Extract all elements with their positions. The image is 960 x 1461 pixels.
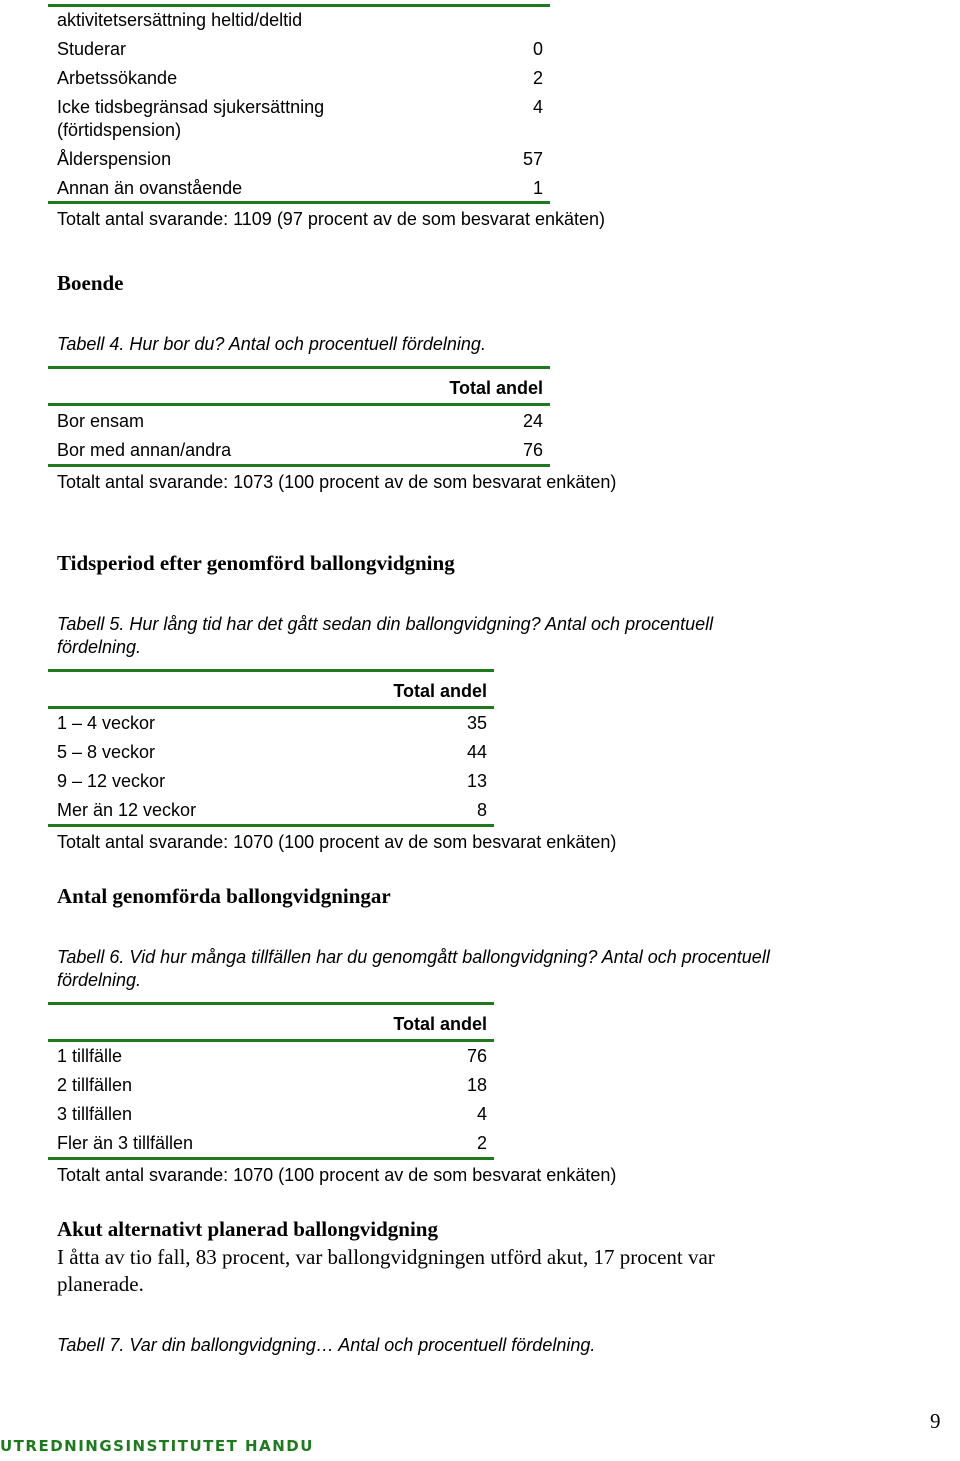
table7-caption: Tabell 7. Var din ballongvidgning… Antal och procentuell fördelning. <box>57 1335 596 1355</box>
table6-row-label: 1 tillfälle <box>57 1046 123 1066</box>
section-heading-antal: Antal genomförda ballongvidgningar <box>57 884 391 908</box>
table6-header-rule <box>48 1039 494 1042</box>
table3-row-value: 2 <box>532 68 543 88</box>
table5-row-label: 1 – 4 veckor <box>57 713 156 733</box>
table4-row-label: Bor ensam <box>57 411 145 431</box>
table5-total: Totalt antal svarande: 1070 (100 procent av de som besvarat enkäten) <box>57 832 617 852</box>
table5-row-value: 44 <box>466 742 487 762</box>
table4-row-value: 76 <box>522 440 543 460</box>
table4-row-value: 24 <box>522 411 543 431</box>
table6-caption-cont: fördelning. <box>57 970 142 990</box>
akut-body-text-cont: planerade. <box>57 1272 144 1296</box>
akut-body-text: I åtta av tio fall, 83 procent, var ballongvidgningen utförd akut, 17 procent var <box>57 1245 715 1269</box>
table5-row-value: 8 <box>476 800 487 820</box>
table6-column-header: Total andel <box>393 1014 487 1034</box>
table3-top-rule <box>48 4 550 7</box>
section-heading-akut: Akut alternativt planerad ballongvidgning <box>57 1217 438 1241</box>
table5-header-rule <box>48 706 494 709</box>
table4-top-rule <box>48 366 550 369</box>
section-heading-boende: Boende <box>57 271 124 295</box>
table4-column-header: Total andel <box>449 378 543 398</box>
table6-bottom-rule <box>48 1157 494 1160</box>
table3-row-value: 1 <box>532 178 543 198</box>
table5-caption-cont: fördelning. <box>57 637 142 657</box>
table3-row-label: Annan än ovanstående <box>57 178 243 198</box>
table5-row-label: 5 – 8 veckor <box>57 742 156 762</box>
table6-row-value: 4 <box>476 1104 487 1124</box>
table3-row-label: Icke tidsbegränsad sjukersättning <box>57 97 325 117</box>
table5-bottom-rule <box>48 824 494 827</box>
table4-header-rule <box>48 403 550 406</box>
table3-row-label: Ålderspension <box>57 149 172 169</box>
table5-top-rule <box>48 669 494 672</box>
table6-row-value: 18 <box>466 1075 487 1095</box>
table6-top-rule <box>48 1002 494 1005</box>
table6-row-value: 2 <box>476 1133 487 1153</box>
table6-caption: Tabell 6. Vid hur många tillfällen har du genomgått ballongvidgning? Antal och procentuell <box>57 947 770 967</box>
table5-row-value: 13 <box>466 771 487 791</box>
table3-bottom-rule <box>48 201 550 204</box>
table6-total: Totalt antal svarande: 1070 (100 procent av de som besvarat enkäten) <box>57 1165 617 1185</box>
table4-total: Totalt antal svarande: 1073 (100 procent av de som besvarat enkäten) <box>57 472 617 492</box>
page-number: 9 <box>930 1409 941 1433</box>
table5-column-header: Total andel <box>393 681 487 701</box>
table6-row-value: 76 <box>466 1046 487 1066</box>
table4-caption: Tabell 4. Hur bor du? Antal och procentuell fördelning. <box>57 334 486 354</box>
footer-organization: UTREDNINGSINSTITUTET HANDU <box>0 1437 314 1455</box>
section-heading-tidsperiod: Tidsperiod efter genomförd ballongvidgning <box>57 551 455 575</box>
table5-row-value: 35 <box>466 713 487 733</box>
table3-row-label-cont: (förtidspension) <box>57 120 182 140</box>
table4-bottom-rule <box>48 464 550 467</box>
table5-caption: Tabell 5. Hur lång tid har det gått sedan din ballongvidgning? Antal och procentuell <box>57 614 714 634</box>
table5-row-label: 9 – 12 veckor <box>57 771 166 791</box>
table3-row-label: Arbetssökande <box>57 68 178 88</box>
table6-row-label: Fler än 3 tillfällen <box>57 1133 194 1153</box>
table4-row-label: Bor med annan/andra <box>57 440 232 460</box>
table5-row-label: Mer än 12 veckor <box>57 800 197 820</box>
table3-header: aktivitetsersättning heltid/deltid <box>57 10 303 30</box>
table3-row-value: 57 <box>522 149 543 169</box>
table6-row-label: 2 tillfällen <box>57 1075 133 1095</box>
table3-row-value: 4 <box>532 97 543 117</box>
table3-row-label: Studerar <box>57 39 127 59</box>
table3-total: Totalt antal svarande: 1109 (97 procent av de som besvarat enkäten) <box>57 209 605 229</box>
table3-row-value: 0 <box>532 39 543 59</box>
table6-row-label: 3 tillfällen <box>57 1104 133 1124</box>
